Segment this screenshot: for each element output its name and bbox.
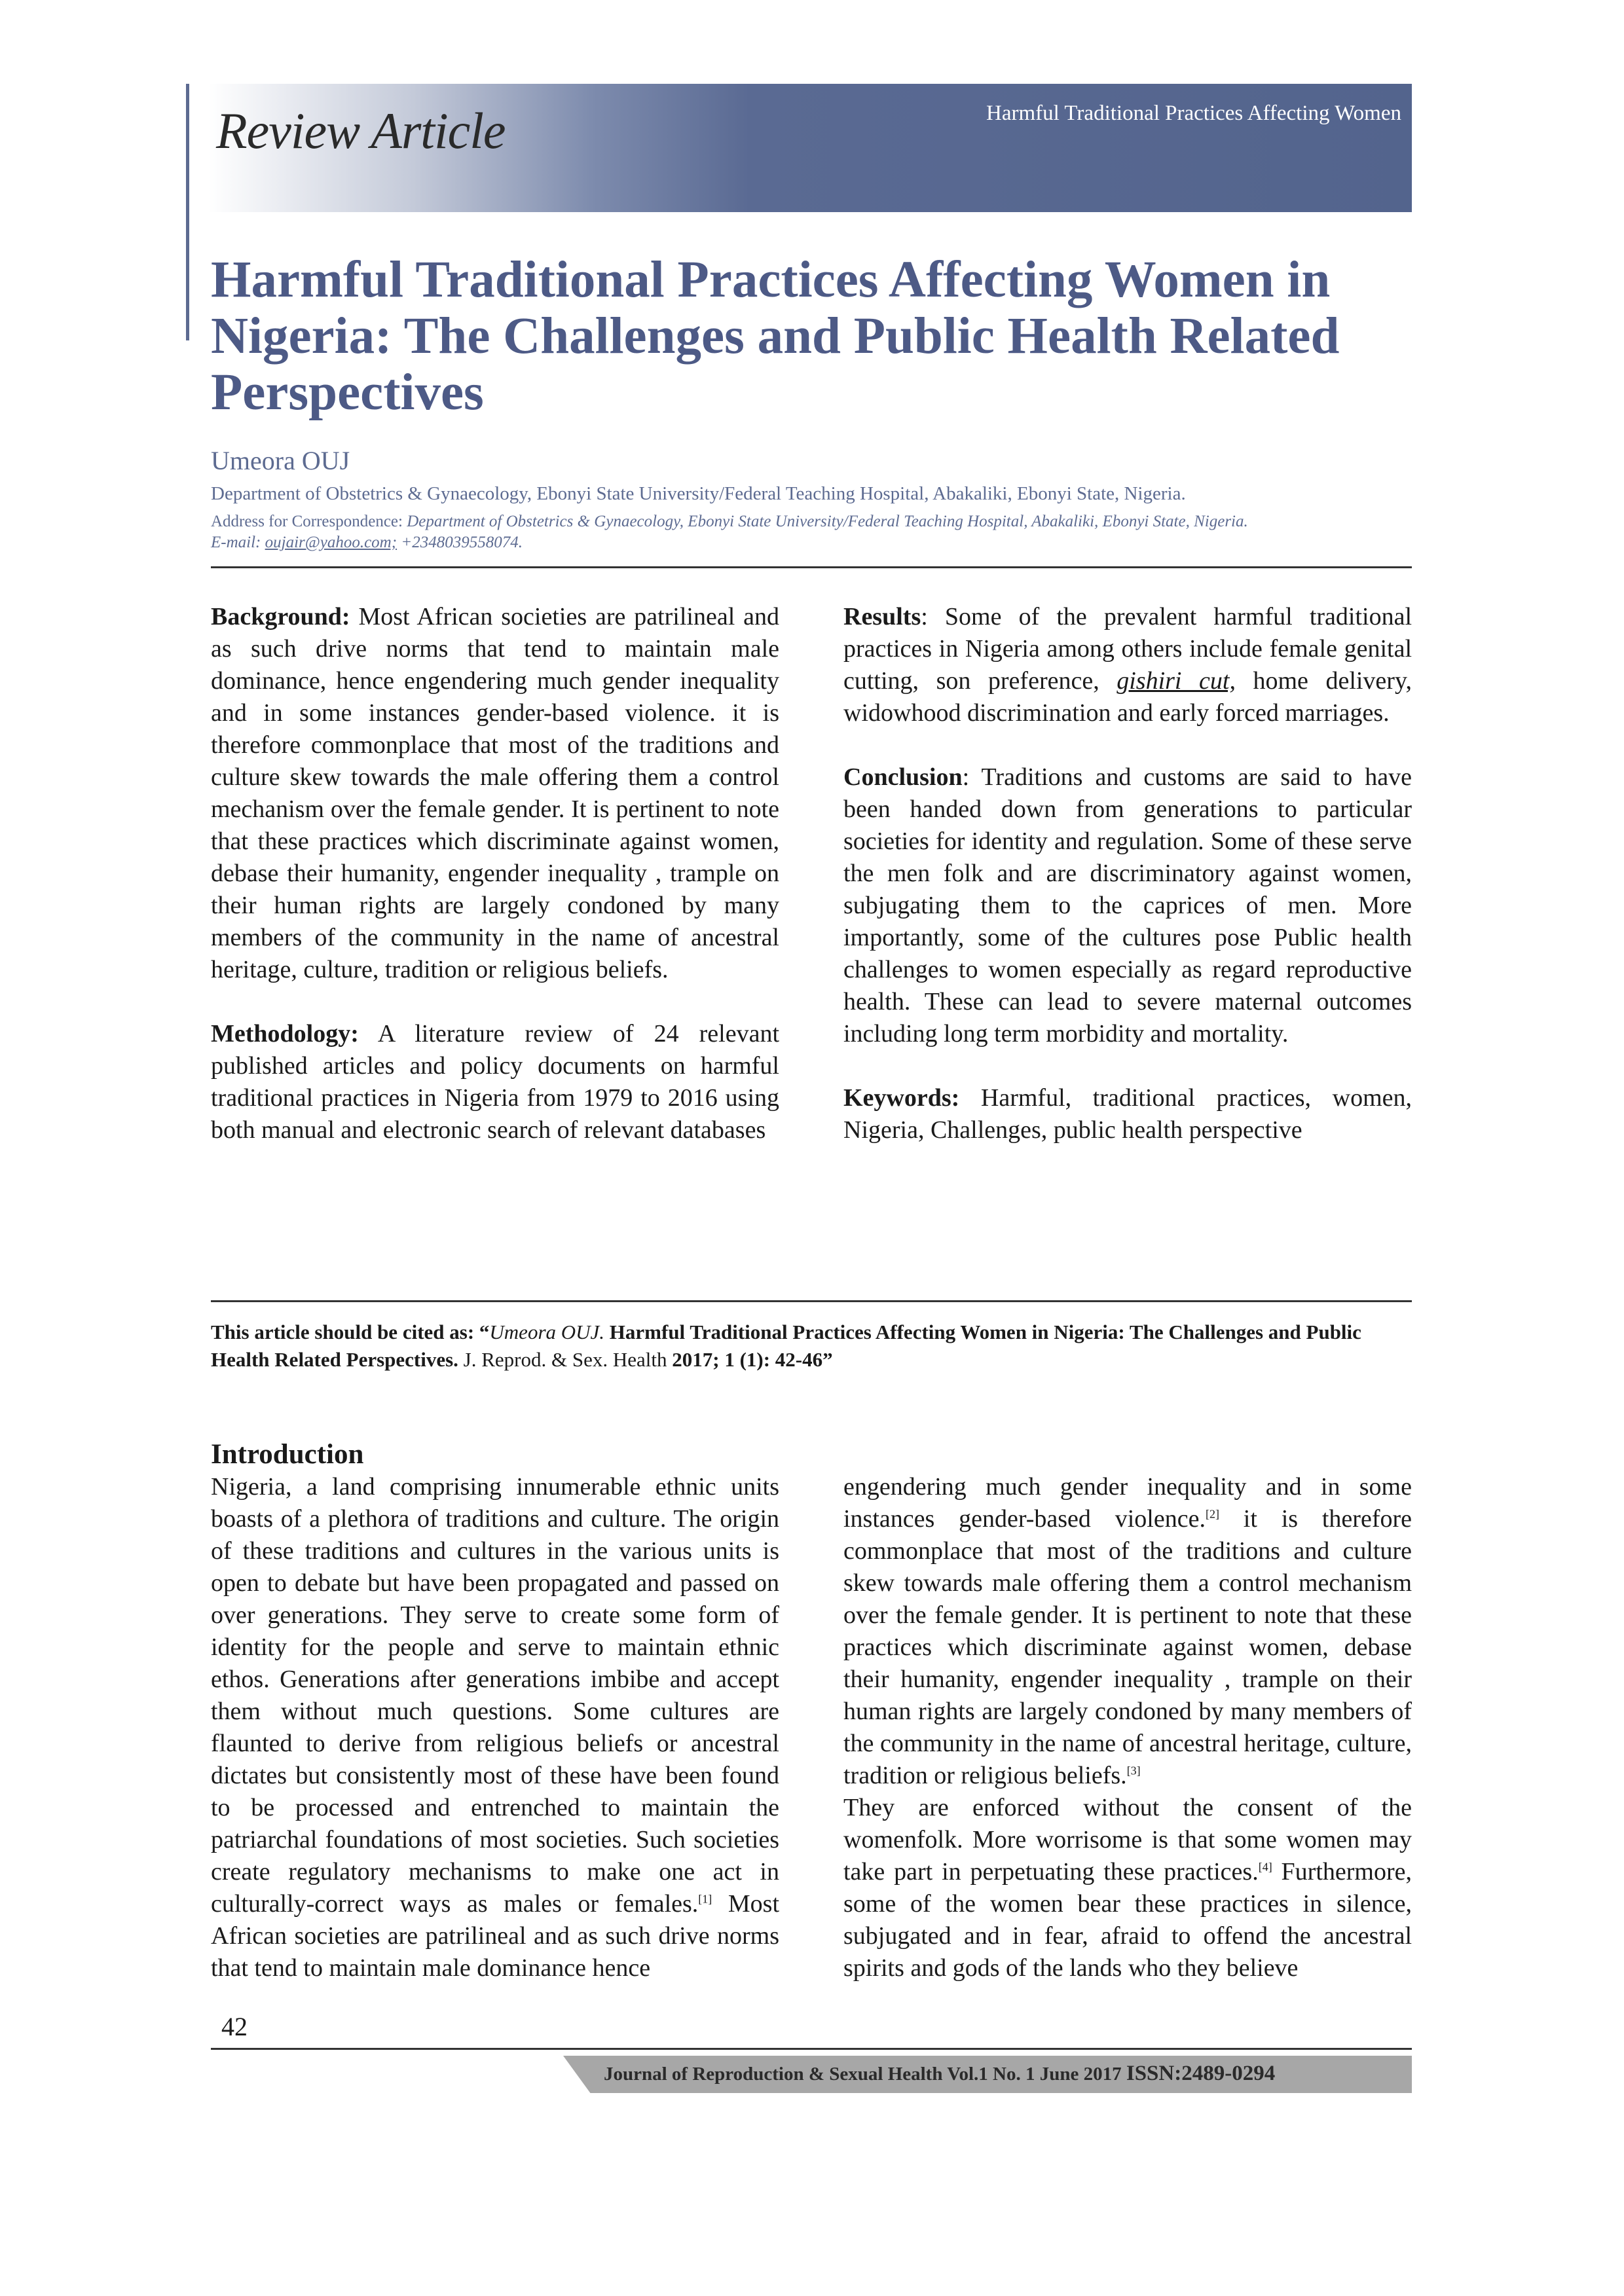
article-title: Harmful Traditional Practices Affecting Women in Nigeria: The Challenges and Public Health Related Perspectives (211, 251, 1340, 421)
intro-left-text-continued: Most African societies are patrilineal and as such drive norms that tend to maintain male dominance hence (211, 1890, 780, 1982)
journal-footer (604, 2062, 1275, 2086)
intro-right-text-d: Furthermore, some of the women bear these practices in silence, subjugated and in fear, afraid to offend the ancestral spirits and gods of the lands who they believe (843, 1858, 1412, 1982)
citation-journal: J. Reprod. & Sex. Health (458, 1348, 673, 1371)
email-link[interactable]: oujair@yahoo.com; (265, 534, 397, 551)
conclusion-label: Conclusion (843, 763, 963, 791)
abstract-background (211, 601, 779, 986)
reference-2[interactable]: [2] (1205, 1507, 1219, 1521)
section-heading-introduction: Introduction (211, 1439, 364, 1470)
conclusion-text: : Traditions and customs are said to have been handed down from generations to particular societies for identity and regulation. Some of these serve the men folk and are discriminatory against women, subjugating them to the caprices of men. More importantly, some of the cultures pose Public health challenges to women especially as regard reproductive health. These can lead to severe maternal outcomes including long term morbidity and mortality. (843, 763, 1412, 1048)
correspondence-contact (211, 534, 523, 552)
results-italic-term: gishiri cut, (1116, 667, 1236, 695)
results-text-continued: home delivery, widowhood discrimination and early forced marriages. (843, 667, 1412, 727)
abstract-conclusion (843, 761, 1412, 1050)
background-text: Most African societies are patrilineal and as such drive norms that tend to maintain male dominance, hence engendering much gender inequality and in some instances gender-based violence. it is therefore commonplace that most of the traditions and culture skew towards the male offering them a control mechanism over the female gender. It is pertinent to note that these practices which discriminate against women, debase their humanity, engender inequality , trample on their human rights are largely condoned by many members of the community in the name of ancestral heritage, culture, tradition or religious beliefs. (211, 603, 779, 983)
title-divider (211, 566, 1412, 568)
intro-right-text-b: it is therefore commonplace that most of the traditions and culture skew towards male offering them a control mechanism over the female gender. It is pertinent to note that these practices which discriminate against women, debase their humanity, engender inequality , trample on their human rights are largely condoned by many members of the community in the name of ancestral heritage, culture, tradition or religious beliefs. (843, 1505, 1412, 1789)
introduction-paragraph-left (211, 1471, 779, 1984)
abstract-left-column (211, 601, 779, 1178)
results-text: : Some of the prevalent harmful traditional practices in Nigeria among others include female genital cutting, son preference, (843, 603, 1412, 695)
correspondence-value: Department of Obstetrics & Gynaecology, Ebonyi State University/Federal Teaching Hospital, Abakaliki, Ebonyi State, Nigeria. (407, 513, 1248, 530)
introduction-paragraph-right (843, 1471, 1412, 1792)
phone-number: +2348039558074. (397, 534, 523, 551)
citation-divider (211, 1300, 1412, 1302)
abstract-right-column (843, 601, 1412, 1178)
abstract-keywords (843, 1082, 1412, 1146)
intro-right-text: engendering much gender inequality and in some instances gender-based violence. (843, 1473, 1412, 1533)
citation-note (211, 1319, 1412, 1374)
methodology-text: A literature review of 24 relevant published articles and policy documents on harmful traditional practices in Nigeria from 1979 to 2016 using both manual and electronic search of relevant databases (211, 1020, 779, 1144)
citation-lead: This article should be cited as: “ (211, 1321, 490, 1343)
background-label: Background: (211, 603, 350, 630)
abstract-methodology (211, 1018, 779, 1146)
citation-reference: 2017; 1 (1): 42-46” (672, 1348, 833, 1371)
article-type-label: Review Article (216, 102, 506, 159)
correspondence-address (211, 513, 1248, 531)
keywords-label: Keywords: (843, 1084, 960, 1112)
introduction-paragraph-right-2 (843, 1792, 1412, 1984)
methodology-label: Methodology: (211, 1020, 359, 1048)
citation-title: Harmful Traditional Practices Affecting Women in Nigeria: The Challenges and Public Health Related Perspectives. (211, 1321, 1361, 1371)
journal-name: Journal of Reproduction & Sexual Health Vol.1 No. 1 June 2017 (604, 2064, 1126, 2085)
reference-1[interactable]: [1] (698, 1892, 712, 1906)
reference-4[interactable]: [4] (1258, 1860, 1272, 1874)
header-accent-rule (186, 84, 189, 340)
footer-divider (211, 2048, 1412, 2050)
keywords-text: Harmful, traditional practices, women, Nigeria, Challenges, public health perspective (843, 1084, 1412, 1144)
email-label: E-mail: (211, 534, 265, 551)
citation-author: Umeora OUJ. (489, 1321, 605, 1343)
page-number: 42 (221, 2012, 248, 2041)
abstract-results (843, 601, 1412, 729)
correspondence-label: Address for Correspondence: (211, 513, 407, 530)
introduction-left-column (211, 1471, 779, 1984)
intro-left-text: Nigeria, a land comprising innumerable ethnic units boasts of a plethora of traditions and culture. The origin of these traditions and cultures in the various units is open to debate but have been propagated and passed on over generations. They serve to create some form of identity for the people and serve to maintain ethnic ethos. Generations after generations imbibe and accept them without much questions. Some cultures are flaunted to derive from religious beliefs or ancestral dictates but consistently most of these have been found to be processed and entrenched to maintain the patriarchal foundations of most societies. Such societies create regulatory mechanisms to make one act in culturally-correct ways as males or females. (211, 1473, 779, 1918)
reference-3[interactable]: [3] (1126, 1764, 1141, 1777)
results-label: Results (843, 603, 921, 630)
intro-right-text-c: They are enforced without the consent of the womenfolk. More worrisome is that some women may take part in perpetuating these practices. (843, 1794, 1412, 1886)
introduction-right-column (843, 1471, 1412, 1984)
author-affiliation: Department of Obstetrics & Gynaecology, Ebonyi State University/Federal Teaching Hospital, Abakaliki, Ebonyi State, Nigeria. (211, 483, 1186, 504)
author-name: Umeora OUJ (211, 446, 350, 475)
issn-number: ISSN:2489-0294 (1126, 2062, 1276, 2085)
running-head: Harmful Traditional Practices Affecting Women (986, 101, 1401, 125)
